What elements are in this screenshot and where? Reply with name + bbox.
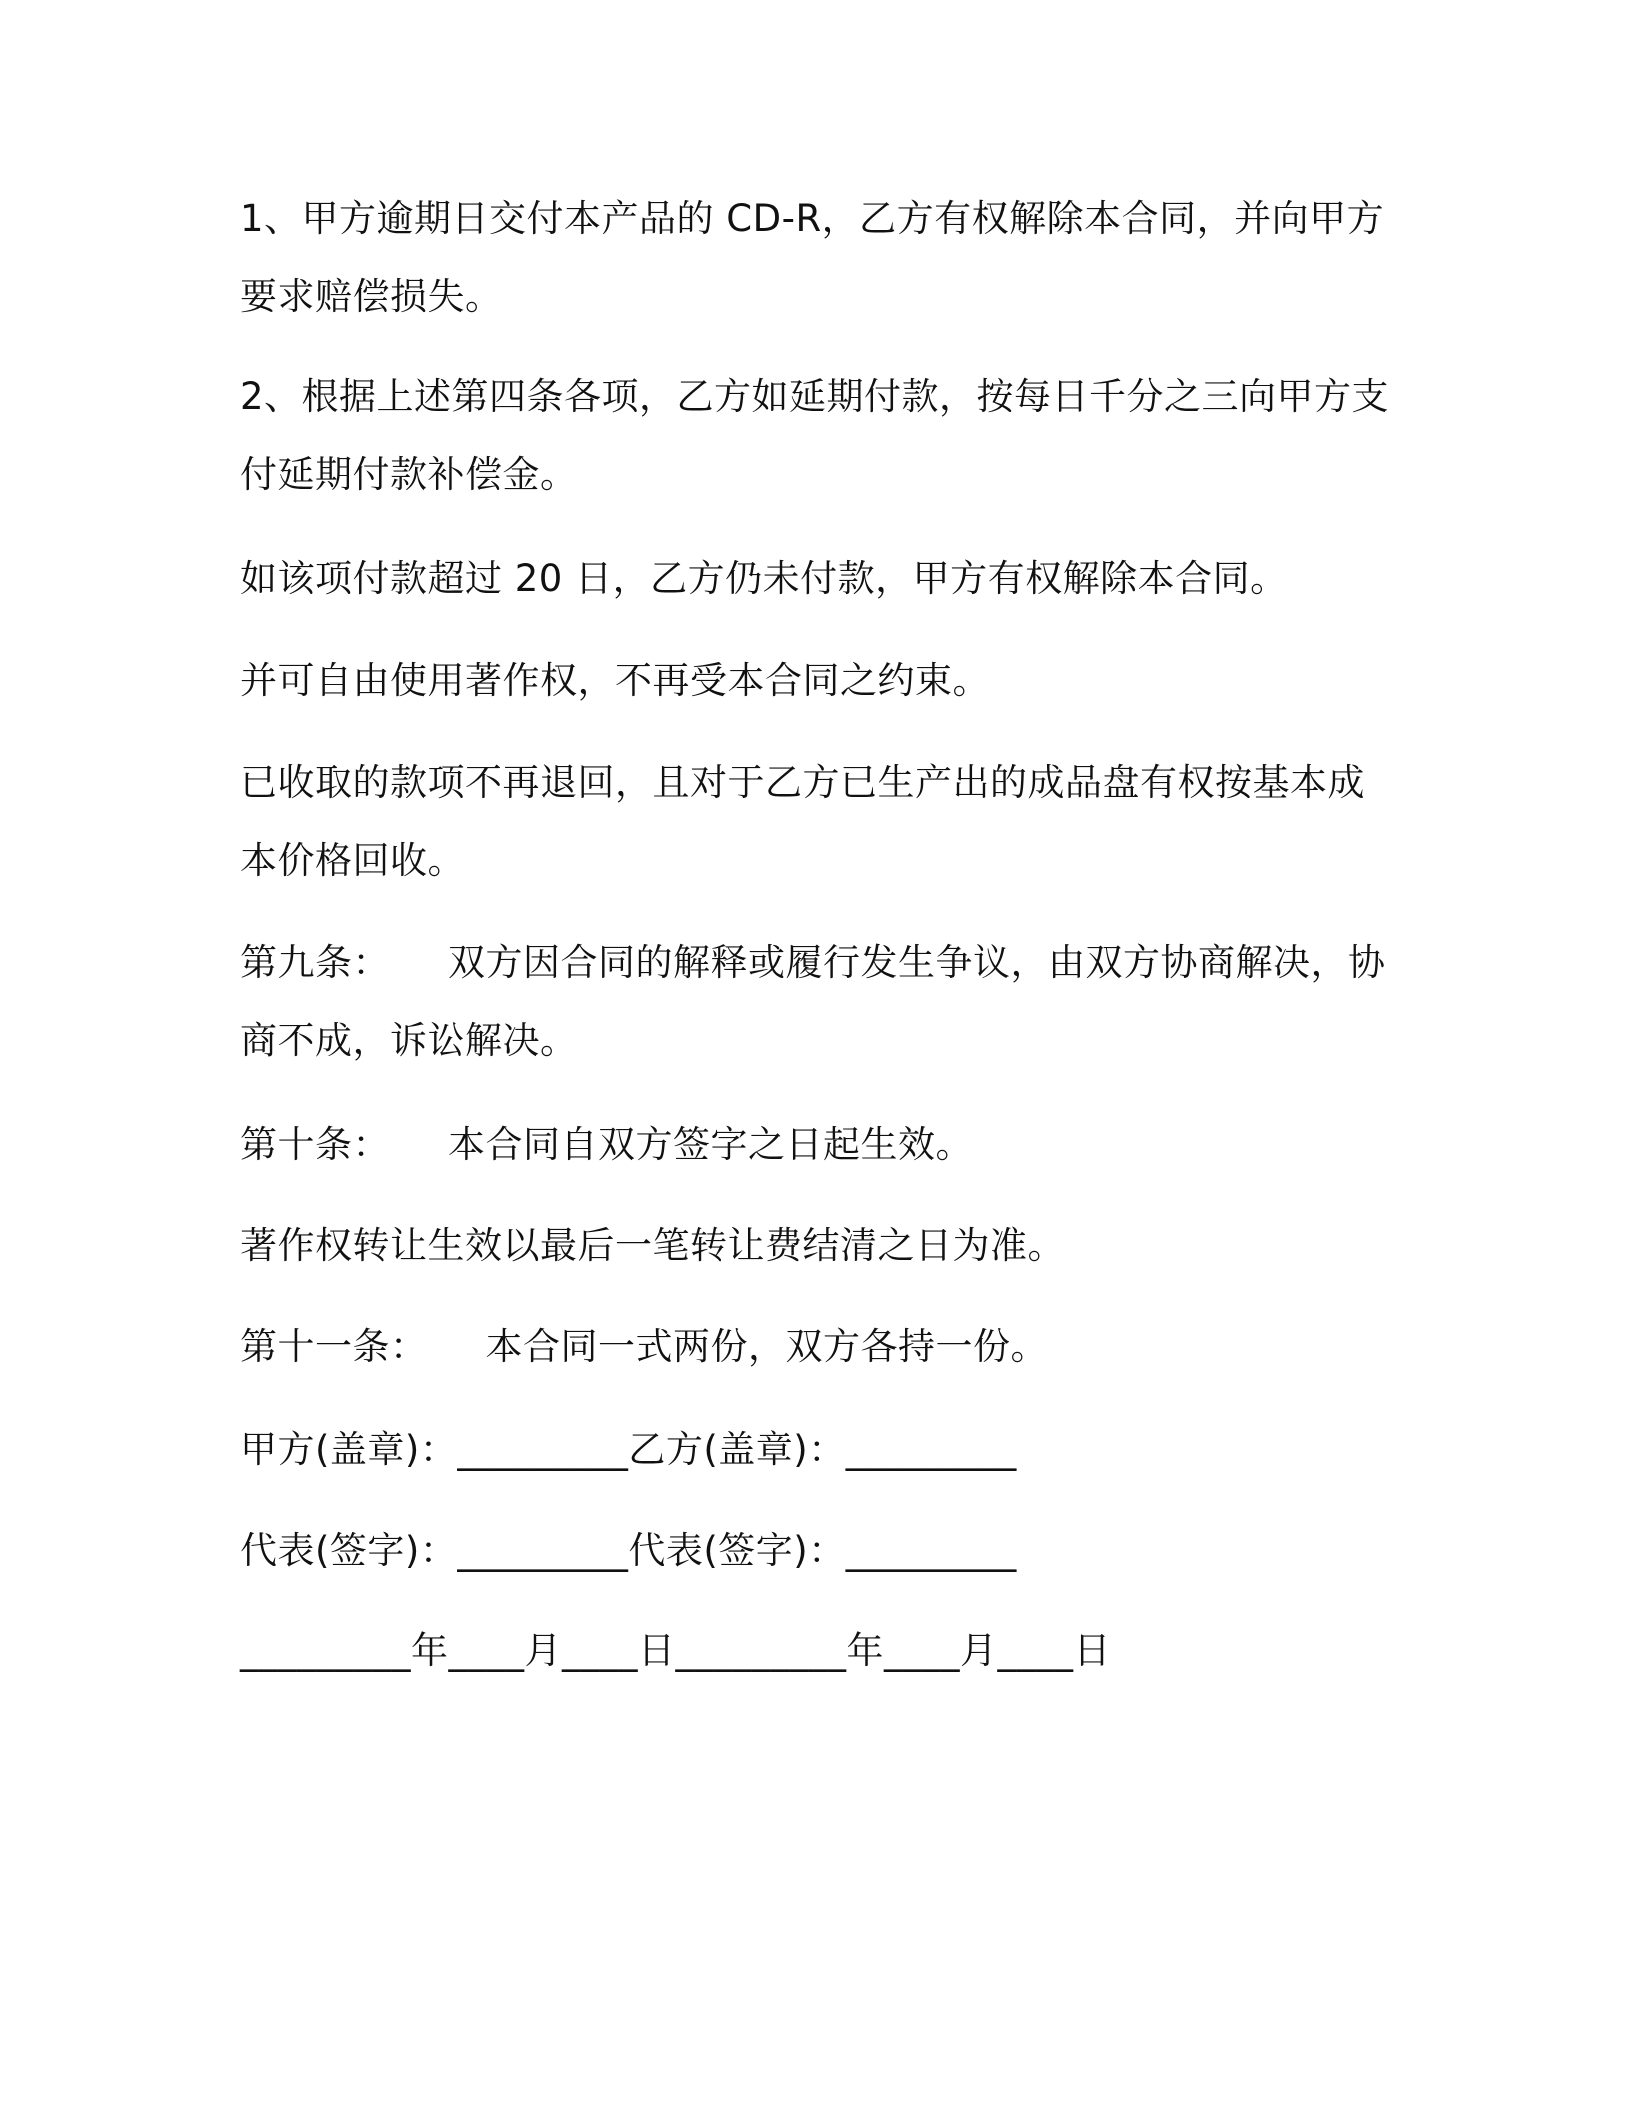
signature-representative-line [240, 1512, 1380, 1590]
article-11-text: 本合同一式两份，双方各持一份。 [485, 1325, 1048, 1368]
clause-2 [240, 358, 1390, 514]
signature-representative-text: 代表(签字)：_________代表(签字)：_________ [240, 1529, 1017, 1572]
paragraph-copyright-free-use-text: 并可自由使用著作权，不再受本合同之约束。 [240, 659, 990, 702]
paragraph-no-refund [240, 744, 1380, 900]
clause-1 [240, 180, 1385, 336]
article-9-line-1 [240, 924, 1386, 1002]
paragraph-transfer-effective-text: 著作权转让生效以最后一笔转让费结清之日为准。 [240, 1224, 1065, 1267]
article-10-line [240, 1106, 1380, 1184]
article-10 [240, 1106, 1380, 1184]
article-10-text: 本合同自双方签字之日起生效。 [448, 1123, 973, 1166]
clause-1-line-1: 1、甲方逾期日交付本产品的 CD-R，乙方有权解除本合同，并向甲方 [240, 197, 1385, 240]
paragraph-transfer-effective [240, 1207, 1380, 1285]
signature-seal-text: 甲方(盖章)：_________乙方(盖章)：_________ [240, 1428, 1017, 1471]
clause-2-line-2: 付延期付款补偿金。 [240, 453, 578, 496]
paragraph-overdue-20-days [240, 540, 1380, 618]
signature-seal-line [240, 1411, 1380, 1489]
article-9 [240, 924, 1386, 1080]
clause-1-line-2: 要求赔偿损失。 [240, 275, 503, 318]
article-9-line-2: 商不成，诉讼解决。 [240, 1019, 578, 1062]
article-11-line [240, 1308, 1380, 1386]
article-9-label: 第九条： [240, 941, 390, 984]
article-11 [240, 1308, 1380, 1386]
article-10-label: 第十条： [240, 1123, 390, 1166]
paragraph-overdue-20-days-text: 如该项付款超过 20 日，乙方仍未付款，甲方有权解除本合同。 [240, 557, 1288, 600]
signature-date-text: _________年____月____日_________年____月____日 [240, 1629, 1111, 1672]
signature-date-line [240, 1612, 1380, 1690]
article-11-label: 第十一条： [240, 1325, 428, 1368]
clause-2-line-1: 2、根据上述第四条各项，乙方如延期付款，按每日千分之三向甲方支 [240, 375, 1390, 418]
paragraph-no-refund-line-1: 已收取的款项不再退回，且对于乙方已生产出的成品盘有权按基本成 [240, 761, 1365, 804]
paragraph-copyright-free-use [240, 642, 1380, 720]
paragraph-no-refund-line-2: 本价格回收。 [240, 839, 465, 882]
article-9-text: 双方因合同的解释或履行发生争议，由双方协商解决，协 [448, 941, 1386, 984]
